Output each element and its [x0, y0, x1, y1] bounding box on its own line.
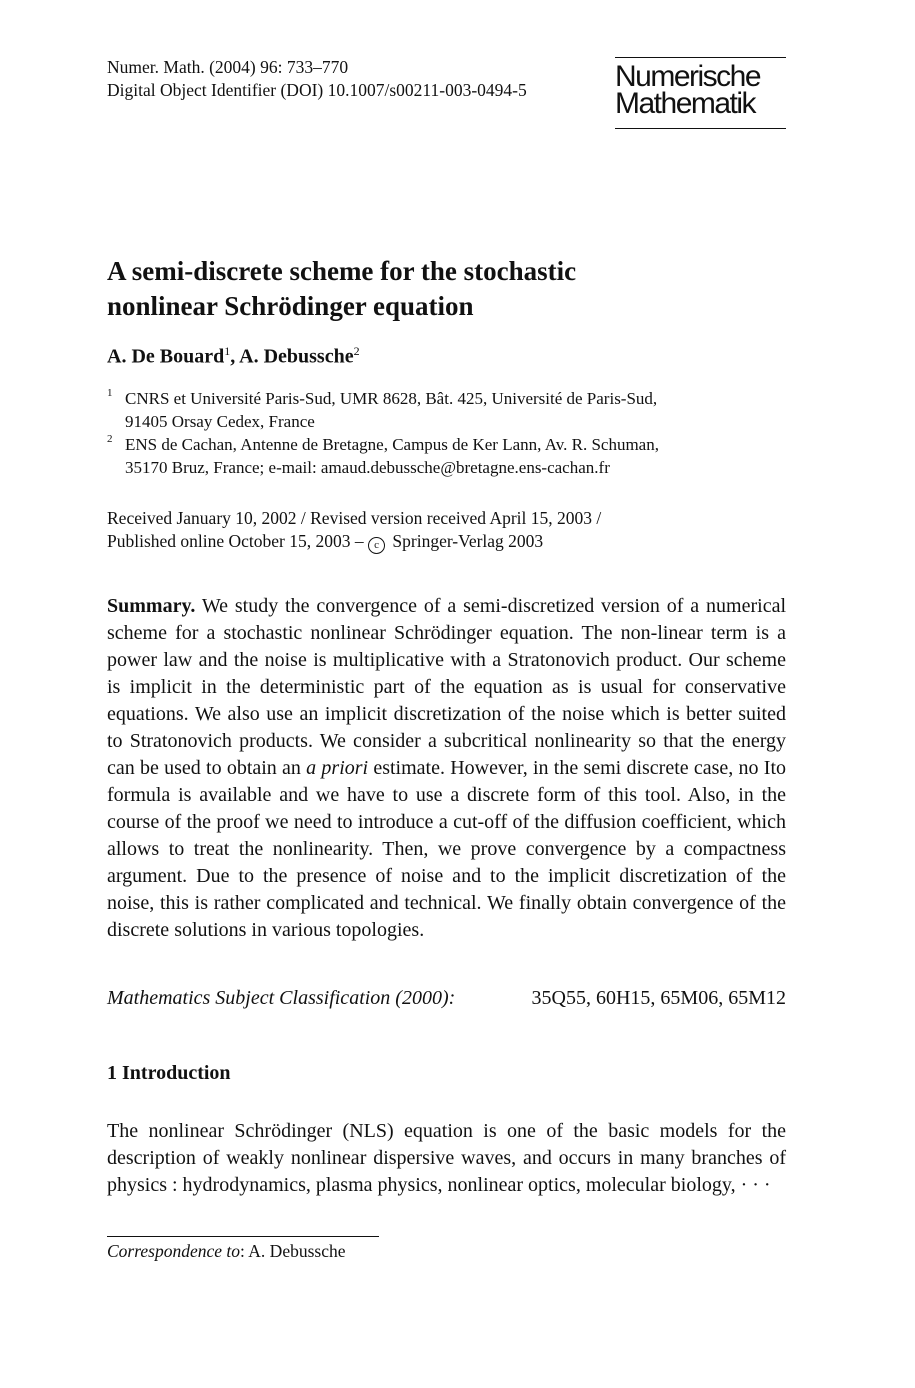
summary-label: Summary.: [107, 595, 196, 617]
intro-paragraph: The nonlinear Schrödinger (NLS) equation is one of the basic models for the description of weakly nonlinear dispersive waves, and occurs in many branches of physics : hydrodynamics, plasma physics, nonlinear optics, molecular biology, · · ·: [107, 1120, 786, 1196]
journal-logo-line1: Numerische: [615, 60, 761, 93]
msc-codes: 35Q55, 60H15, 65M06, 65M12: [531, 987, 786, 1009]
affiliation: [107, 387, 657, 433]
section-heading: 1 Introduction: [107, 1062, 231, 1084]
publication-history: [107, 507, 601, 554]
doi-line: Digital Object Identifier (DOI) 10.1007/s00211-003-0494-5: [107, 80, 527, 100]
subject-classification: [107, 985, 786, 1012]
journal-logo-line2: Mathematik: [615, 87, 756, 120]
affiliation-line: CNRS et Université Paris-Sud, UMR 8628, Bât. 425, Université de Paris-Sud,: [125, 389, 658, 408]
summary-text: estimate. However, in the semi discrete case, no Ito formula is available and we have to use a discrete form of this tool. Also, in the course of the proof we need to introduce a cut-off of the diffusion coefficient, which allows to treat the nonlinearity. Then, we prove convergence by a compactness argument. Due to the presence of noise and to the implicit discretization of the noise, this is rather complicated and technical. We finally obtain convergence of the discrete solutions in various topologies.: [107, 757, 786, 941]
summary-italic: a priori: [306, 757, 369, 779]
affiliation-line: 91405 Orsay Cedex, France: [125, 412, 315, 431]
footnote-label: Correspondence to: [107, 1241, 241, 1261]
msc-label: Mathematics Subject Classification (2000):: [107, 987, 456, 1009]
affiliation-line: ENS de Cachan, Antenne de Bretagne, Campus de Ker Lann, Av. R. Schuman,: [125, 435, 659, 454]
author-list: [107, 344, 360, 369]
published-line: [107, 530, 601, 554]
author-name: A. De Bouard: [107, 345, 225, 368]
received-line: Received January 10, 2002 / Revised version received April 15, 2003 /: [107, 508, 602, 528]
affiliation-number: 2: [107, 433, 113, 445]
summary-text: We study the convergence of a semi-discretized version of a numerical scheme for a stochastic nonlinear Schrödinger equation. The non-linear term is a power law and the noise is multiplicative with a Stratonovich product. Our scheme is implicit in the deterministic part of the equation as is usual for conservative equations. We also use an implicit discretization of the noise which is better suited to Stratonovich products. We consider a subcritical nonlinearity so that the energy can be used to obtain an: [107, 595, 786, 779]
affiliation: [107, 433, 659, 479]
title-line-1: A semi-discrete scheme for the stochastic: [107, 256, 577, 286]
author-affil-mark: 2: [353, 344, 360, 358]
author-name: A. Debussche: [239, 345, 354, 368]
title-line-2: nonlinear Schrödinger equation: [107, 291, 474, 321]
affiliation-line: 35170 Bruz, France; e-mail: amaud.debussche@bretagne.ens-cachan.fr: [125, 458, 610, 477]
summary-paragraph: [107, 593, 786, 944]
publisher-name: Springer-Verlag 2003: [392, 531, 544, 551]
correspondence-footnote: [107, 1240, 346, 1263]
author-affil-mark: 1: [224, 344, 231, 358]
author-separator: ,: [230, 345, 240, 368]
citation-line: Numer. Math. (2004) 96: 733–770: [107, 57, 349, 77]
published-prefix: Published online October 15, 2003 –: [107, 531, 369, 551]
citation-header: [107, 56, 527, 102]
affiliation-number: 1: [107, 387, 113, 399]
journal-logo: [615, 57, 786, 129]
copyright-icon: c: [368, 537, 385, 554]
paper-title: [107, 254, 807, 324]
footnote-text: : A. Debussche: [240, 1241, 346, 1261]
footnote-divider: [107, 1236, 379, 1237]
